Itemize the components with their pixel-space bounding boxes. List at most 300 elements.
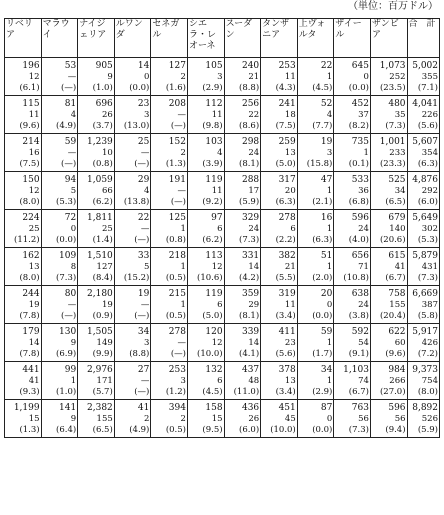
sub-value-cell: 0 [114, 72, 151, 83]
table-row [5, 83, 440, 96]
sub-value-cell: 1 [151, 262, 188, 273]
value-cell: 196 [5, 58, 42, 73]
percent-cell: (5.6) [261, 349, 298, 362]
sub-value-cell: 15 [5, 414, 42, 425]
value-cell: 382 [261, 248, 298, 263]
value-cell: 1,239 [78, 134, 115, 149]
value-cell: 179 [5, 324, 42, 339]
sub-value-cell: 127 [78, 262, 115, 273]
sub-value-cell: 12 [187, 262, 224, 273]
percent-cell: (3.7) [78, 121, 115, 134]
sub-value-cell: 19 [78, 300, 115, 311]
sub-value-cell: 355 [407, 72, 439, 83]
sub-value-cell: 354 [407, 148, 439, 159]
value-cell: 278 [261, 210, 298, 225]
value-cell: 1,001 [370, 134, 407, 149]
sub-value-cell: 0 [334, 72, 371, 83]
sub-value-cell: 54 [334, 338, 371, 349]
sub-value-cell: 34 [370, 186, 407, 197]
percent-cell: (10.0) [187, 349, 224, 362]
sub-value-cell: 20 [261, 186, 298, 197]
sub-value-cell: 41 [5, 376, 42, 387]
sub-value-cell: 37 [334, 110, 371, 121]
percent-cell: (5.7) [78, 387, 115, 400]
sub-value-cell: 431 [407, 262, 439, 273]
value-cell: 411 [261, 324, 298, 339]
percent-cell: (5.5) [261, 273, 298, 286]
value-cell: 25 [114, 134, 151, 149]
percent-cell: (6.3) [297, 235, 334, 248]
percent-cell: (23.5) [370, 83, 407, 96]
value-cell: 331 [224, 248, 261, 263]
percent-cell: (6.0) [407, 197, 439, 210]
percent-cell: (0.8) [151, 235, 188, 248]
sub-value-cell: 23 [261, 338, 298, 349]
percent-cell: (15.8) [297, 159, 334, 172]
percent-cell: (8.4) [78, 273, 115, 286]
value-cell: 278 [151, 324, 188, 339]
column-header: セネガル [151, 19, 188, 58]
percent-cell: (1.7) [297, 349, 334, 362]
value-cell: 72 [41, 210, 78, 225]
column-header-total: 合 計 [407, 19, 439, 58]
value-cell: 592 [334, 324, 371, 339]
column-header: タンザニア [261, 19, 298, 58]
percent-cell: (27.0) [370, 387, 407, 400]
sub-value-cell: 15 [187, 414, 224, 425]
percent-cell: (6.0) [224, 425, 261, 438]
sub-value-cell: 292 [407, 186, 439, 197]
sub-value-cell: 18 [261, 110, 298, 121]
value-cell: 596 [334, 210, 371, 225]
table-row [5, 172, 440, 187]
sub-value-cell: 19 [5, 300, 42, 311]
percent-cell: (6.2) [78, 197, 115, 210]
percent-cell: (7.3) [407, 273, 439, 286]
column-header: ナイジェリア [78, 19, 115, 58]
value-cell: 241 [261, 96, 298, 111]
value-cell: 22 [114, 210, 151, 225]
value-cell: 525 [370, 172, 407, 187]
sub-value-cell: 21 [261, 262, 298, 273]
value-cell: 41 [114, 400, 151, 415]
sub-value-cell: 0 [297, 414, 334, 425]
value-cell: 14 [114, 58, 151, 73]
percent-cell: (—) [151, 349, 188, 362]
table-row [5, 262, 440, 273]
value-cell: 638 [334, 286, 371, 301]
percent-cell: (1.4) [78, 235, 115, 248]
percent-cell: (11.0) [224, 387, 261, 400]
sub-value-cell: 24 [334, 300, 371, 311]
percent-cell: (9.2) [187, 197, 224, 210]
table-row [5, 338, 440, 349]
sub-value-cell: 266 [370, 376, 407, 387]
percent-cell: (9.6) [5, 121, 42, 134]
percent-cell: (—) [41, 159, 78, 172]
percent-cell: (4.9) [114, 425, 151, 438]
sub-value-cell: 14 [224, 262, 261, 273]
sub-value-cell: 6 [261, 224, 298, 235]
percent-cell: (11.2) [5, 235, 42, 248]
sub-value-cell: 1 [41, 376, 78, 387]
percent-cell: (0.5) [151, 425, 188, 438]
column-header: リベリア [5, 19, 42, 58]
percent-cell: (7.2) [407, 349, 439, 362]
value-cell: 113 [187, 248, 224, 263]
value-cell: 1,073 [370, 58, 407, 73]
value-cell: 47 [297, 172, 334, 187]
percent-cell: (0.8) [78, 159, 115, 172]
value-cell: 132 [187, 362, 224, 377]
value-cell: 99 [41, 362, 78, 377]
table-row [5, 362, 440, 377]
value-cell: 253 [261, 58, 298, 73]
percent-cell: (10.0) [261, 425, 298, 438]
sub-value-cell: 11 [261, 300, 298, 311]
percent-cell: (7.1) [407, 83, 439, 96]
value-cell: 59 [297, 324, 334, 339]
percent-cell: (4.1) [224, 349, 261, 362]
sub-value-cell: — [41, 72, 78, 83]
sub-value-cell: 10 [78, 148, 115, 159]
value-cell: 59 [41, 134, 78, 149]
value-cell: 317 [261, 172, 298, 187]
value-cell: 224 [5, 210, 42, 225]
percent-cell: (5.8) [407, 311, 439, 324]
percent-cell: (1.2) [151, 387, 188, 400]
table-row [5, 110, 440, 121]
percent-cell: (1.3) [151, 159, 188, 172]
value-cell: 120 [187, 324, 224, 339]
table-row [5, 400, 440, 415]
sub-value-cell: 29 [224, 300, 261, 311]
value-cell: 298 [224, 134, 261, 149]
percent-cell: (3.8) [334, 311, 371, 324]
value-cell: 81 [41, 96, 78, 111]
sub-value-cell: 41 [370, 262, 407, 273]
value-cell: 109 [41, 248, 78, 263]
value-cell: 259 [261, 134, 298, 149]
sub-value-cell: 6 [187, 224, 224, 235]
value-cell: 1,103 [334, 362, 371, 377]
percent-cell: (7.8) [5, 311, 42, 324]
table-row [5, 248, 440, 263]
sub-value-cell: 56 [334, 414, 371, 425]
column-header: シエラ・レオーネ [187, 19, 224, 58]
value-cell: 645 [334, 58, 371, 73]
sub-value-cell: 21 [224, 72, 261, 83]
column-header: ザンビア [370, 19, 407, 58]
percent-cell: (4.3) [261, 83, 298, 96]
value-cell: 758 [370, 286, 407, 301]
sub-value-cell: 6 [187, 376, 224, 387]
sub-value-cell: 66 [78, 186, 115, 197]
value-cell: 215 [151, 286, 188, 301]
sub-value-cell: 14 [5, 338, 42, 349]
value-cell: 103 [187, 134, 224, 149]
sub-value-cell: 11 [187, 186, 224, 197]
table-row [5, 148, 440, 159]
percent-cell: (6.7) [334, 387, 371, 400]
percent-cell: (5.3) [407, 235, 439, 248]
value-cell: 105 [187, 58, 224, 73]
value-cell: 119 [187, 286, 224, 301]
percent-cell: (—) [114, 235, 151, 248]
table-row [5, 324, 440, 339]
sub-value-cell: 8 [41, 262, 78, 273]
percent-cell: (6.9) [41, 349, 78, 362]
value-cell: 378 [261, 362, 298, 377]
sub-value-cell: 24 [224, 148, 261, 159]
value-cell: 596 [370, 400, 407, 415]
sub-value-cell: 45 [261, 414, 298, 425]
sub-value-cell: 0 [297, 300, 334, 311]
table-row [5, 349, 440, 362]
percent-cell: (5.9) [224, 197, 261, 210]
percent-cell: (13.8) [114, 197, 151, 210]
value-cell: 53 [41, 58, 78, 73]
sub-value-cell: 14 [224, 338, 261, 349]
percent-cell: (9.3) [5, 387, 42, 400]
sub-value-cell: 71 [334, 262, 371, 273]
sub-value-cell: 526 [407, 414, 439, 425]
sub-value-cell: 2 [114, 414, 151, 425]
percent-cell: (6.3) [261, 197, 298, 210]
sub-value-cell: — [151, 186, 188, 197]
sub-value-cell: 6 [187, 300, 224, 311]
percent-cell: (0.9) [78, 311, 115, 324]
percent-cell: (1.3) [5, 425, 42, 438]
value-cell: 80 [41, 286, 78, 301]
percent-cell: (9.6) [370, 349, 407, 362]
percent-cell: (7.8) [5, 349, 42, 362]
percent-cell: (7.3) [41, 273, 78, 286]
value-cell: 208 [151, 96, 188, 111]
value-cell: 22 [297, 58, 334, 73]
sub-value-cell: 3 [187, 72, 224, 83]
value-cell: 256 [224, 96, 261, 111]
value-cell: 329 [224, 210, 261, 225]
sub-value-cell: 60 [370, 338, 407, 349]
percent-cell: (6.7) [370, 273, 407, 286]
sub-value-cell: 426 [407, 338, 439, 349]
value-cell: 656 [334, 248, 371, 263]
percent-cell: (8.1) [224, 311, 261, 324]
column-header: スーダン [224, 19, 261, 58]
value-cell: 735 [334, 134, 371, 149]
value-cell: 19 [297, 134, 334, 149]
percent-cell: (7.3) [370, 121, 407, 134]
sub-value-cell: 3 [114, 110, 151, 121]
value-cell: 97 [187, 210, 224, 225]
value-cell: 19 [114, 286, 151, 301]
percent-cell: (7.5) [261, 121, 298, 134]
table-row [5, 286, 440, 301]
value-cell: 359 [224, 286, 261, 301]
sub-value-cell: 226 [407, 110, 439, 121]
percent-cell: (7.5) [5, 159, 42, 172]
value-cell: 1,505 [78, 324, 115, 339]
aid-statistics-table [4, 18, 440, 438]
percent-cell: (8.8) [224, 83, 261, 96]
value-cell: 214 [5, 134, 42, 149]
sub-value-cell: 24 [334, 224, 371, 235]
table-row [5, 425, 440, 438]
percent-cell: (1.0) [78, 83, 115, 96]
value-cell: 480 [370, 96, 407, 111]
sub-value-cell: 25 [5, 224, 42, 235]
sub-value-cell: — [41, 300, 78, 311]
value-cell: 1,199 [5, 400, 42, 415]
sub-value-cell: 155 [78, 414, 115, 425]
value-cell: 158 [187, 400, 224, 415]
percent-cell: (1.0) [41, 387, 78, 400]
value-cell: 119 [187, 172, 224, 187]
percent-cell: (0.5) [151, 273, 188, 286]
sub-value-cell: 2 [151, 414, 188, 425]
percent-cell: (2.9) [187, 83, 224, 96]
percent-cell: (9.8) [187, 121, 224, 134]
value-cell: 253 [151, 362, 188, 377]
sub-value-cell: 5 [41, 186, 78, 197]
value-cell: 1,811 [78, 210, 115, 225]
percent-cell: (20.6) [370, 235, 407, 248]
percent-cell: (8.0) [5, 273, 42, 286]
table-row [5, 210, 440, 225]
percent-cell: (0.0) [334, 83, 371, 96]
value-cell: 319 [261, 286, 298, 301]
sub-value-cell: 1 [297, 224, 334, 235]
value-cell: 112 [187, 96, 224, 111]
table-row [5, 96, 440, 111]
table-row [5, 134, 440, 149]
sub-value-cell: 9 [78, 72, 115, 83]
percent-cell: (0.0) [297, 311, 334, 324]
value-cell: 94 [41, 172, 78, 187]
sub-value-cell: 11 [187, 110, 224, 121]
table-body [5, 58, 440, 438]
sub-value-cell: 4 [297, 110, 334, 121]
value-cell: 218 [151, 248, 188, 263]
value-cell: 5,917 [407, 324, 439, 339]
table-row [5, 311, 440, 324]
sub-value-cell: 1 [297, 376, 334, 387]
percent-cell: (3.9) [187, 159, 224, 172]
sub-value-cell: 5 [114, 262, 151, 273]
value-cell: 6,669 [407, 286, 439, 301]
column-header: ザイール [334, 19, 371, 58]
percent-cell: (—) [151, 121, 188, 134]
table-row [5, 72, 440, 83]
value-cell: 905 [78, 58, 115, 73]
percent-cell: (7.3) [334, 425, 371, 438]
percent-cell: (1.6) [151, 83, 188, 96]
value-cell: 16 [297, 210, 334, 225]
sub-value-cell: — [114, 224, 151, 235]
table-row [5, 235, 440, 248]
sub-value-cell: 1 [297, 72, 334, 83]
sub-value-cell: 11 [261, 72, 298, 83]
sub-value-cell: 233 [370, 148, 407, 159]
value-cell: 533 [334, 172, 371, 187]
sub-value-cell: — [151, 338, 188, 349]
table-row [5, 376, 440, 387]
column-header: 上ヴォルタ [297, 19, 334, 58]
percent-cell: (9.1) [334, 349, 371, 362]
value-cell: 1,510 [78, 248, 115, 263]
value-cell: 34 [114, 324, 151, 339]
percent-cell: (0.0) [41, 235, 78, 248]
sub-value-cell: 754 [407, 376, 439, 387]
value-cell: 127 [151, 58, 188, 73]
table-row [5, 58, 440, 73]
value-cell: 615 [370, 248, 407, 263]
column-header: ルワンダ [114, 19, 151, 58]
percent-cell: (7.7) [297, 121, 334, 134]
value-cell: 437 [224, 362, 261, 377]
table-row [5, 224, 440, 235]
percent-cell: (5.6) [407, 121, 439, 134]
percent-cell: (0.5) [151, 311, 188, 324]
value-cell: 5,879 [407, 248, 439, 263]
percent-cell: (15.2) [114, 273, 151, 286]
percent-cell: (3.4) [261, 311, 298, 324]
sub-value-cell: 1 [334, 148, 371, 159]
sub-value-cell: 74 [334, 376, 371, 387]
percent-cell: (9.5) [187, 425, 224, 438]
percent-cell: (—) [151, 197, 188, 210]
percent-cell: (7.3) [224, 235, 261, 248]
percent-cell: (2.1) [297, 197, 334, 210]
sub-value-cell: 48 [224, 376, 261, 387]
sub-value-cell: 387 [407, 300, 439, 311]
value-cell: 4,041 [407, 96, 439, 111]
percent-cell: (6.5) [370, 197, 407, 210]
value-cell: 622 [370, 324, 407, 339]
percent-cell: (4.0) [334, 235, 371, 248]
value-cell: 288 [224, 172, 261, 187]
value-cell: 339 [224, 324, 261, 339]
percent-cell: (8.6) [224, 121, 261, 134]
value-cell: 34 [297, 362, 334, 377]
value-cell: 984 [370, 362, 407, 377]
table-row [5, 197, 440, 210]
percent-cell: (3.4) [261, 387, 298, 400]
value-cell: 452 [334, 96, 371, 111]
percent-cell: (2.9) [297, 387, 334, 400]
sub-value-cell: 24 [224, 224, 261, 235]
percent-cell: (4.5) [297, 83, 334, 96]
percent-cell: (8.0) [407, 387, 439, 400]
percent-cell: (5.3) [41, 197, 78, 210]
value-cell: 436 [224, 400, 261, 415]
value-cell: 2,382 [78, 400, 115, 415]
sub-value-cell: 4 [114, 186, 151, 197]
percent-cell: (20.4) [370, 311, 407, 324]
sub-value-cell: 149 [78, 338, 115, 349]
sub-value-cell: 171 [78, 376, 115, 387]
sub-value-cell: 16 [5, 148, 42, 159]
sub-value-cell: 12 [5, 72, 42, 83]
percent-cell: (—) [41, 311, 78, 324]
percent-cell: (2.0) [297, 273, 334, 286]
percent-cell: (8.1) [224, 159, 261, 172]
percent-cell: (6.5) [78, 425, 115, 438]
value-cell: 150 [5, 172, 42, 187]
sub-value-cell: 155 [370, 300, 407, 311]
sub-value-cell: 13 [261, 148, 298, 159]
